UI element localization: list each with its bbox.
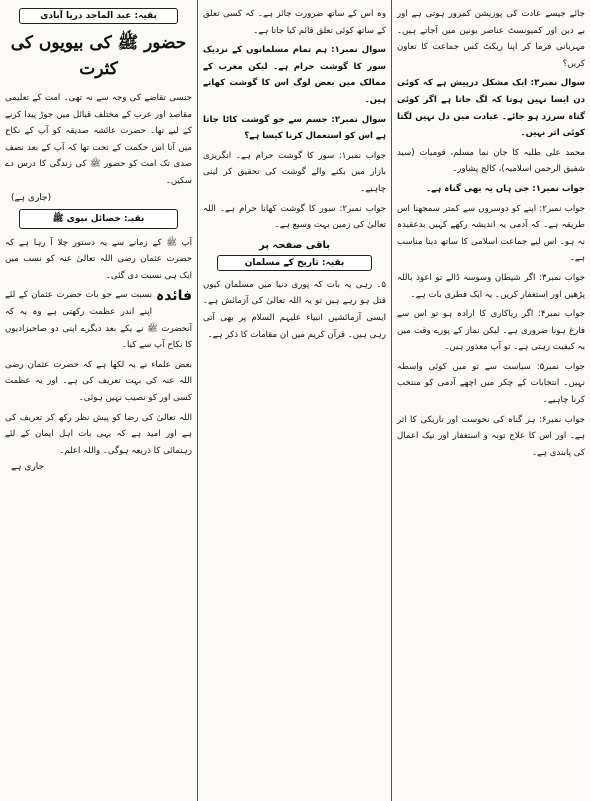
paragraph: اللہ تعالیٰ کی رضا کو پیش نظر رکھ کر تعریف کی ہے اور امید ہے کہ یہی بات اہل ایمان کے لئے رہنمائی کا ذریعہ ہوگی۔ واللہ اعلم۔ [5, 412, 192, 456]
continued-note: (جاری ہے) [11, 192, 52, 203]
answer-paragraph: جواب نمبر۲: اپنے کو دوسروں سے کمتر سمجھنا اس طریقہ ہے۔ کہ آدمی یہ اندیشہ رکھے کہیں بدعقیدہ نہ ہو۔ اس لیے جماعت اسلامی کا ساتھ دینا مناسب ہے۔ [397, 203, 585, 264]
paragraph: آپ ﷺ کے زمانے سے یہ دستور چلا آ رہا ہے کہ حضرت عثمان رضی اللہ تعالیٰ عنہ کو نسب میں ایک ہی نسبت دی گئی۔ [5, 237, 192, 281]
section-banner: بقیہ: خصائل نبوی ﷺ [19, 209, 178, 229]
answer-paragraph: جواب نمبر۱: سور کا گوشت حرام ہے۔ انگریزی بازار میں بکنے والے گوشت کی تحقیق کر لینی چاہیے۔ [203, 150, 386, 194]
paragraph: جائے جیسے عادت کی پوزیشن کمزور ہوتی ہے اور بے دین اور کمیونسٹ عناصر یونین میں آجاتے ہیں۔ مہربانی فرما کر اپنا ریکٹ کس جماعت کا تعاون کریں؟ [397, 9, 585, 69]
answer-paragraph: جواب نمبر۱: جی ہاں یہ بھی گناہ ہے۔ [426, 183, 585, 194]
answer-paragraph: جواب نمبر۴: اگر ریاکاری کا ارادہ ہو تو اس سے فارغ ہونا ضروری ہے۔ لیکن نماز کے پورے وقت میں یہ کیفیت رہتی ہے۔ تو آپ معذور ہیں۔ [397, 309, 585, 353]
middle-column [198, 0, 392, 801]
end-note: جاری ہے [11, 462, 45, 473]
author-line: محمد علی طلبہ کا جان نما مسلم، قومیات (سید شفیق الرحمن اسلامیہ)، کالج پشاور۔ [397, 147, 585, 175]
answer-paragraph: جواب نمبر۵: سیاست سے تو میں کوئی واسطہ نہیں۔ انتخابات کے چکر میں اچھے آدمی کو منتخب کرنا چاہیے۔ [397, 361, 585, 406]
paragraph: بعض علماء نے یہ لکھا ہے کہ حضرت عثمان رضی اللہ عنہ کی بہت تعریف کی ہے۔ اور یہ عظمت کسی اور کو نصیب نہیں ہوئی۔ [5, 359, 192, 403]
paragraph-text: نسبت سے جو بات حضرت عثمان کے لئے اپنے اندر عظمت رکھتی ہے وہ یہ کہ آنحضرت ﷺ نے یکے بعد دیگرے اپنی دو صاحبزادیوں کا نکاح آپ سے کیا۔ [5, 290, 192, 351]
continuation-banner: بقیہ: تاریخ کے مسلمان [217, 255, 372, 271]
right-column [392, 0, 590, 801]
paragraph: وہ اس کے ساتھ ضرورت جائز ہے۔ کہ کسی تعلق کے ساتھ کوئی تعلق قائم کیا جاتا ہے۔ [203, 9, 386, 36]
top-banner: بقیہ: عبد الماجد دریا آبادی [19, 8, 178, 24]
sign-off: باقی صفحہ پر [258, 239, 331, 251]
section-word: فائدہ [156, 288, 192, 305]
paragraph: جنسی تقاضے کی وجہ سے نہ تھی۔ امت کے تعلیمی مقاصد اور عرب کے مختلف قبائل میں جوڑ پیدا کرنے کے لیے تھا۔ حضرت عائشہ صدیقہ کو آپ کے نکاح میں آنا اس حکمت کے تحت تھا کہ آپ کے بعد نصف صدی تک امت کو حضور ﷺ کی زندگی کا درس دے سکیں۔ [5, 93, 192, 186]
paragraph [5, 287, 192, 353]
left-column [0, 0, 198, 801]
answer-paragraph: جواب نمبر۳: اگر شیطان وسوسہ ڈالے تو اعوذ باللہ پڑھیں اور استغفار کریں۔ یہ ایک فطری بات ہے۔ [397, 272, 585, 300]
question-paragraph: سوال نمبر۱: ہم تمام مسلمانوں کے نزدیک سور کا گوشت حرام ہے۔ لیکن مغرب کے ممالک میں بعض لوگ اس کا گوشت کھاتے ہیں۔ [203, 45, 386, 105]
question-paragraph: سوال نمبر۲: جسم سے جو گوشت کاٹا جاتا ہے اس کو استعمال کرنا کیسا ہے؟ [203, 114, 387, 142]
answer-paragraph: جواب نمبر۶: ہر گناہ کی نحوست اور تاریکی کا اثر ہے۔ اور اس کا علاج توبہ و استغفار اور نیک اعمال کی پابندی ہے۔ [397, 414, 585, 458]
answer-paragraph: جواب نمبر۲: سور کا گوشت کھانا حرام ہے۔ اللہ تعالیٰ کی زمین بہت وسیع ہے۔ [203, 203, 386, 231]
article-title: حضور ﷺ کی بیویوں کی کثرت [10, 33, 187, 79]
paragraph: ۵۔ رہی یہ بات کہ پوری دنیا میں مسلمان کیوں قتل ہو رہے ہیں تو یہ اللہ تعالیٰ کی آزمائش ہے۔ ایسی آزمائشیں انبیاء علیہم السلام پر بھی آتی رہی ہیں۔ قرآن کریم میں ان مقامات کا ذکر ہے۔ [203, 279, 386, 340]
question-paragraph: سوال نمبر۳: ایک مشکل درپیش ہے کہ کوئی دن ایسا نہیں ہوتا کہ لگ جاتا ہے اگر کوئی گناہ سرزد ہو جائے۔ عبادت میں دل نہیں لگتا کوئی اثر نہیں۔ [397, 78, 585, 139]
